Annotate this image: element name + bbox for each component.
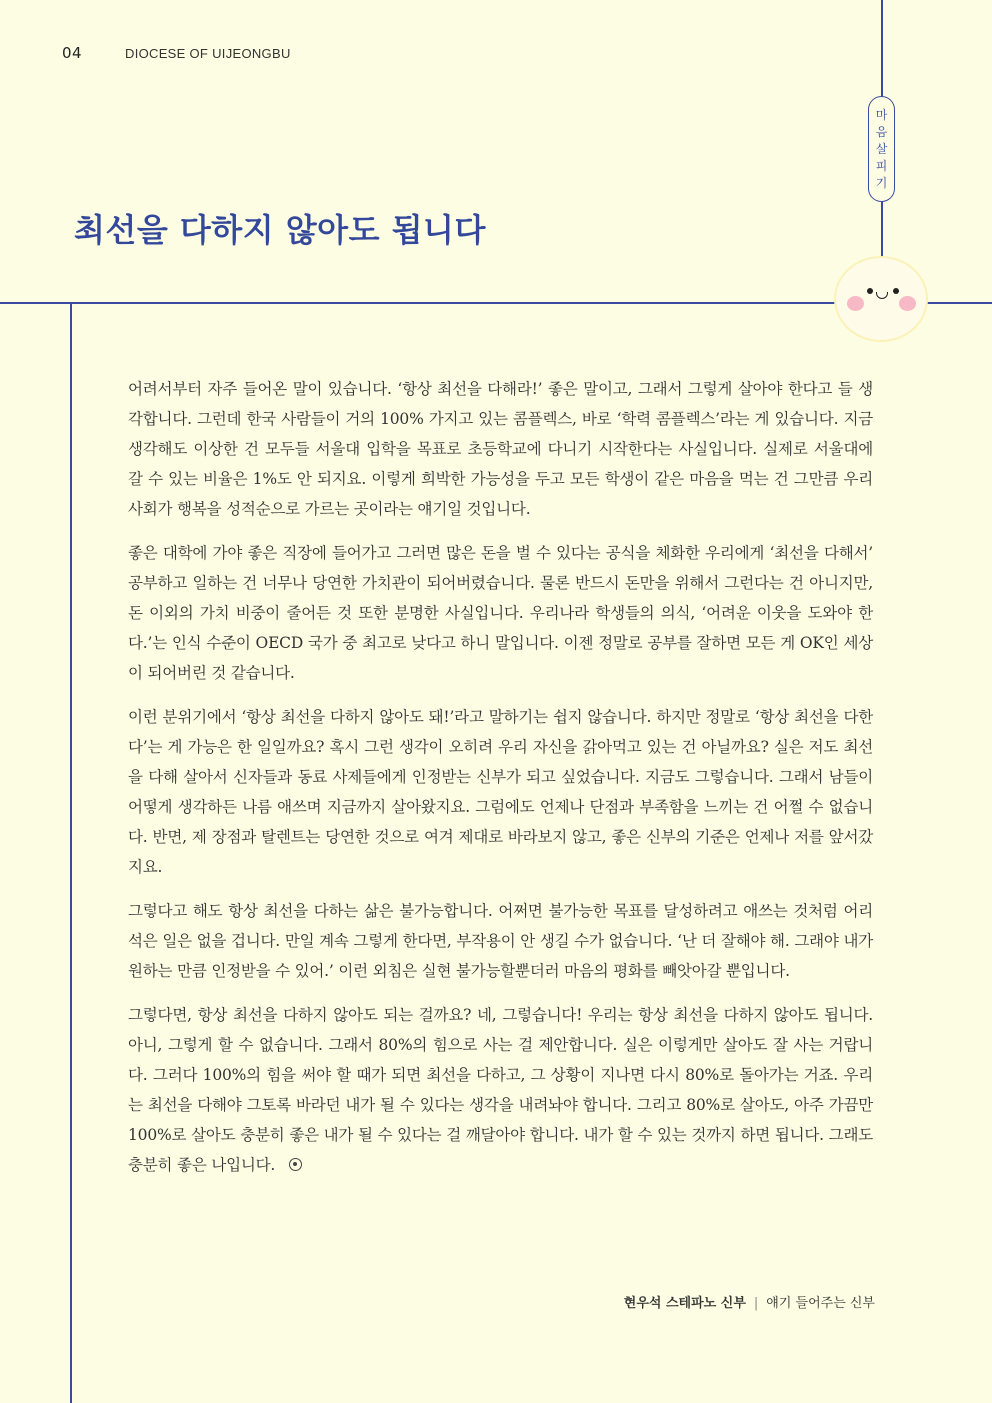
author-name: 현우석 스테파노 신부 (623, 1296, 746, 1311)
article-body (128, 374, 873, 1194)
byline (624, 1292, 875, 1311)
article-title: 최선을 다하지 않아도 됩니다 (74, 211, 486, 249)
author-role: 얘기 들어주는 신부 (766, 1296, 875, 1311)
eye-icon (867, 288, 873, 294)
divider-vertical-right-lower (881, 202, 883, 262)
paragraph: 이런 분위기에서 ‘항상 최선을 다하지 않아도 돼!’라고 말하기는 쉽지 않습니다. 하지만 정말로 ‘항상 최선을 다한다’는 게 가능은 한 일일까요? 혹시 그런 생각이 오히려 우리 자신을 갉아먹고 있는 건 아닐까요? 실은 저도 최선을 다해 살아서 신자들과 동료 사제들에게 인정받는 신부가 되고 싶었습니다. 지금도 그렇습니다. 그래서 남들이 어떻게 생각하든 나름 애쓰며 지금까지 살아왔지요. 그럼에도 언제나 단점과 부족함을 느끼는 건 어쩔 수 없습니다. 반면, 제 장점과 탈렌트는 당연한 것으로 여겨 제대로 바라보지 않고, 좋은 신부의 기준은 언제나 저를 앞서갔지요. (128, 708, 873, 876)
section-tab-char: 기 (875, 175, 888, 190)
eye-icon (893, 288, 899, 294)
section-tab-char: 피 (875, 158, 888, 173)
paragraph-last (128, 1000, 873, 1180)
paragraph: 어려서부터 자주 들어온 말이 있습니다. ‘항상 최선을 다해라!’ 좋은 말이고, 그래서 그렇게 살아야 한다고 들 생각합니다. 그런데 한국 사람들이 거의 100% 가지고 있는 콤플렉스, 바로 ‘학력 콤플렉스’라는 게 있습니다. 지금 생각해도 이상한 건 모두들 서울대 입학을 목표로 초등학교에 다니기 시작한다는 사실입니다. 실제로 서울대에 갈 수 있는 비율은 1%도 안 되지요. 이렇게 희박한 가능성을 두고 모든 학생이 같은 마음을 먹는 건 그만큼 우리 사회가 행복을 성적순으로 가르는 곳이라는 얘기일 것입니다. (128, 380, 873, 518)
byline-separator: | (753, 1296, 759, 1311)
section-tab (868, 96, 895, 202)
divider-vertical-right (881, 0, 883, 98)
divider-vertical-left (70, 302, 72, 1403)
smiley-face-icon (836, 258, 926, 340)
cheek-icon (847, 296, 864, 311)
paragraph: 그렇다고 해도 항상 최선을 다하는 삶은 불가능합니다. 어쩌면 불가능한 목표를 달성하려고 애쓰는 것처럼 어리석은 일은 없을 겁니다. 만일 계속 그렇게 한다면, 부작용이 안 생길 수가 없습니다. ‘난 더 잘해야 해. 그래야 내가 원하는 만큼 인정받을 수 있어.’ 이런 외침은 실현 불가능할뿐더러 마음의 평화를 빼앗아갈 뿐입니다. (128, 902, 873, 980)
section-tab-char: 음 (875, 124, 888, 139)
section-tab-char: 마 (875, 107, 888, 122)
paragraph-text: 그렇다면, 항상 최선을 다하지 않아도 되는 걸까요? 네, 그렇습니다! 우리는 항상 최선을 다하지 않아도 됩니다. 아니, 그렇게 할 수 없습니다. 그래서 80%의 힘으로 사는 걸 제안합니다. 실은 이렇게만 살아도 잘 사는 거랍니다. 그러다 100%의 힘을 써야 할 때가 되면 최선을 다하고, 그 상황이 지나면 다시 80%로 돌아가는 거죠. 우리는 최선을 다해야 그토록 바라던 내가 될 수 있다는 생각을 내려놔야 합니다. 그리고 80%로 살아도, 아주 가끔만 100%로 살아도 충분히 좋은 내가 될 수 있다는 걸 깨달아야 합니다. 내가 할 수 있는 것까지 하면 됩니다. 그래도 충분히 좋은 나입니다. (128, 1006, 873, 1174)
cheek-icon (899, 296, 916, 311)
paragraph: 좋은 대학에 가야 좋은 직장에 들어가고 그러면 많은 돈을 벌 수 있다는 공식을 체화한 우리에게 ‘최선을 다해서’ 공부하고 일하는 건 너무나 당연한 가치관이 되어버렸습니다. 물론 반드시 돈만을 위해서 그런다는 건 아니지만, 돈 이외의 가치 비중이 줄어든 것 또한 분명한 사실입니다. 우리나라 학생들의 의식, ‘어려운 이웃을 도와야 한다.’는 인식 수준이 OECD 국가 중 최고로 낮다고 하니 말입니다. 이젠 정말로 공부를 잘하면 모든 게 OK인 세상이 되어버린 것 같습니다. (128, 544, 874, 682)
page-number: 04 (62, 44, 83, 62)
mouth-icon (876, 292, 888, 299)
publication-name: DIOCESE OF UIJEONGBU (125, 46, 291, 61)
section-tab-char: 살 (875, 141, 888, 156)
end-mark-icon (289, 1158, 302, 1171)
